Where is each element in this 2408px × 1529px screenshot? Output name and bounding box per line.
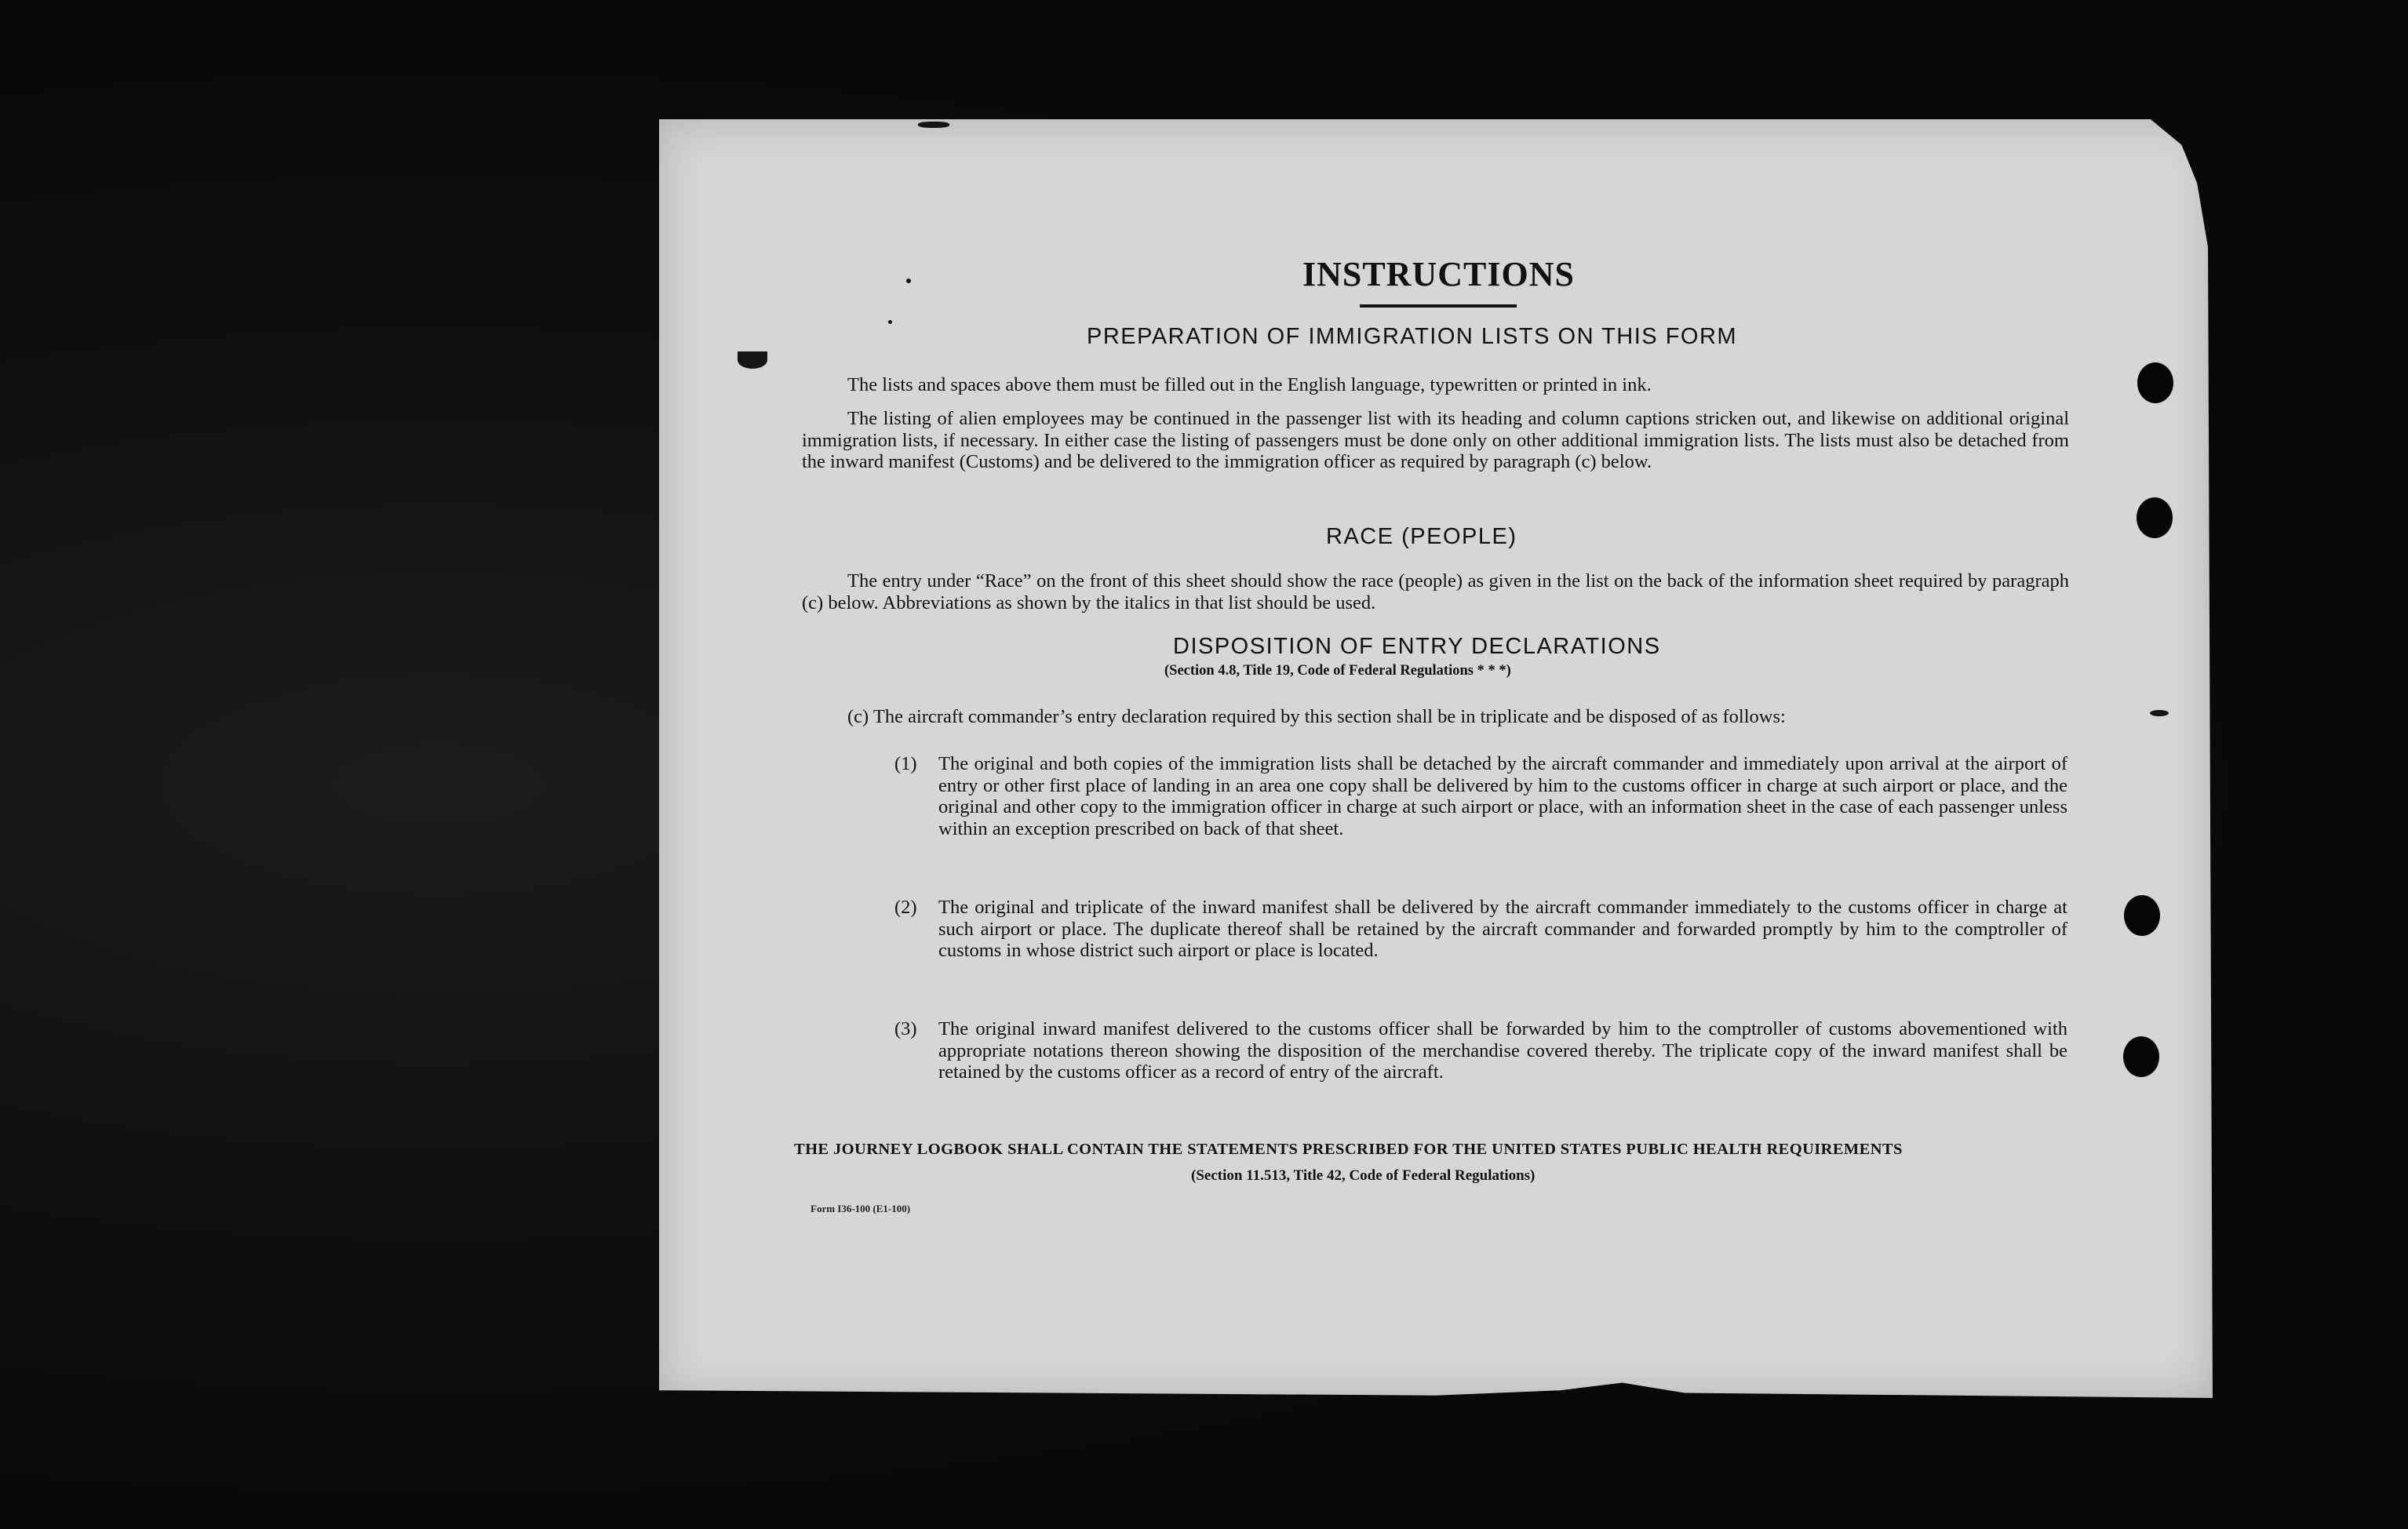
preparation-heading: PREPARATION OF IMMIGRATION LISTS ON THIS FORM <box>1087 324 1738 349</box>
disposition-item-3 <box>894 1018 2067 1083</box>
scan-mark <box>738 351 767 369</box>
form-number: Form I36-100 (E1-100) <box>811 1203 911 1214</box>
item-number: (2) <box>894 897 917 918</box>
disposition-item-2 <box>894 897 2067 962</box>
punch-hole <box>2124 895 2160 936</box>
item-number: (1) <box>894 753 917 774</box>
race-paragraph: The entry under “Race” on the front of this sheet should show the race (people) as given in the list on the back of the information sheet required by paragraph (c) below. Abbreviations as shown by the italics in that list should be used. <box>802 570 2069 613</box>
public-health-statement: THE JOURNEY LOGBOOK SHALL CONTAIN THE STATEMENTS PRESCRIBED FOR THE UNITED STATES PUBLIC HEALTH REQUIREMENTS <box>794 1141 1903 1158</box>
punch-hole <box>2137 497 2173 538</box>
scan-mark <box>918 122 949 128</box>
preparation-paragraph-2: The listing of alien employees may be continued in the passenger list with its heading and column captions stricken out, and likewise on additional original immigration lists, if necessary. In either case the listing of passengers must be done only on other additional immigration lists. The lists must also be detached from the inward manifest (Customs) and be delivered to the immigration officer as required by paragraph (c) below. <box>802 408 2069 472</box>
disposition-heading: DISPOSITION OF ENTRY DECLARATIONS <box>1173 634 1661 659</box>
title-rule <box>1360 304 1517 308</box>
item-text: The original and both copies of the immigration lists shall be detached by the aircraft commander and immediately upon arrival at the airport of entry or other first place of landing in an area one copy shall be delivered by him to the customs officer in charge at such airport or place, and the original and other copy to the immigration officer in charge at such airport or place, with an information sheet in the case of each passenger unless within an exception prescribed on back of that sheet. <box>938 753 2067 839</box>
page-title: INSTRUCTIONS <box>1302 255 1575 294</box>
public-health-citation: (Section 11.513, Title 42, Code of Federal Regulations) <box>1191 1167 1536 1184</box>
punch-hole <box>2137 362 2173 403</box>
item-number: (3) <box>894 1018 917 1039</box>
race-heading: RACE (PEOPLE) <box>1326 524 1517 549</box>
item-text: The original inward manifest delivered to the customs officer shall be forwarded by him to the comptroller of customs abovementioned with appropriate notations thereon showing the disposition of the merchandise covered thereby. The triplicate copy of the inward manifest shall be retained by the customs officer as a record of entry of the aircraft. <box>938 1018 2067 1083</box>
disposition-intro: (c) The aircraft commander’s entry declaration required by this section shall be in triplicate and be disposed of as follows: <box>847 706 1786 727</box>
disposition-item-1 <box>894 753 2067 839</box>
preparation-paragraph-1: The lists and spaces above them must be filled out in the English language, typewritten or printed in ink. <box>847 374 1652 395</box>
punch-hole <box>2123 1036 2159 1077</box>
scan-mark <box>2150 710 2169 716</box>
item-text: The original and triplicate of the inward manifest shall be delivered by the aircraft commander immediately to the customs officer in charge at such airport or place. The duplicate thereof shall be retained by the aircraft commander and forwarded promptly by him to the comptroller of customs in whose district such airport or place is located. <box>938 897 2067 961</box>
scan-mark <box>888 320 892 324</box>
scan-mark <box>906 278 911 283</box>
disposition-citation: (Section 4.8, Title 19, Code of Federal Regulations * * *) <box>1164 663 1511 679</box>
